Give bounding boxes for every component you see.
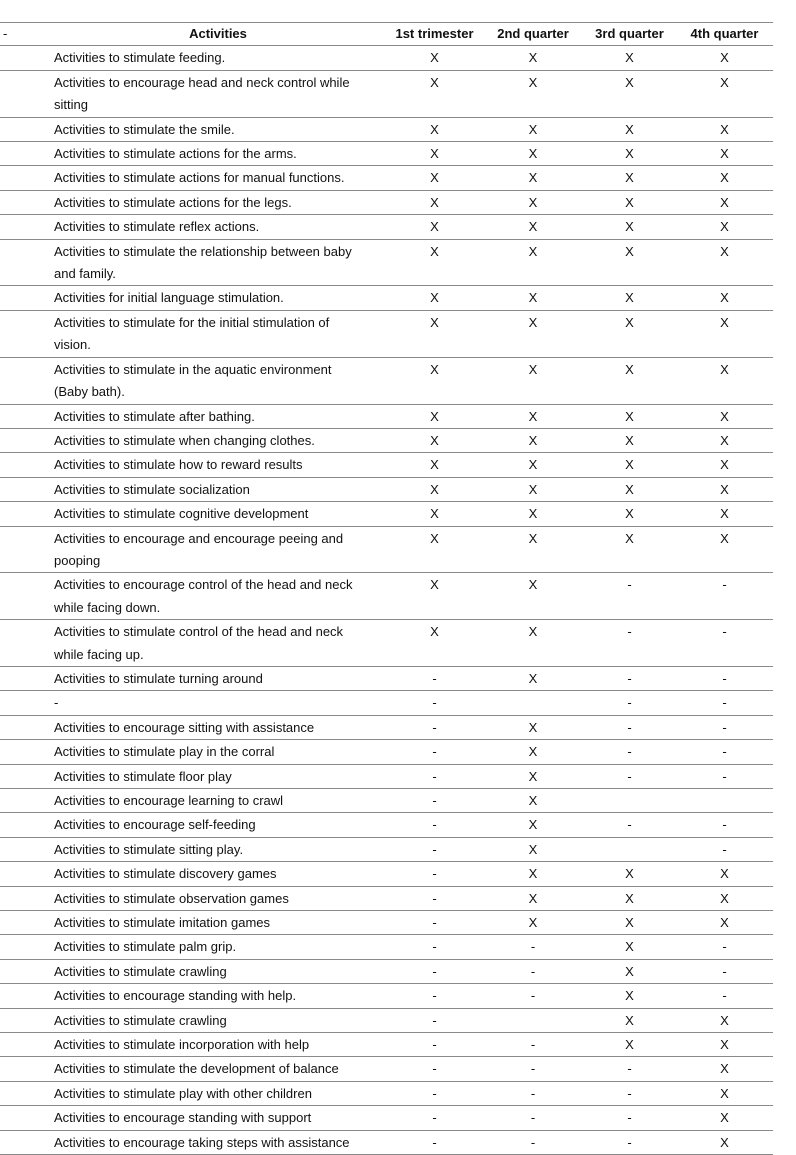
q1-cell: - — [386, 959, 483, 983]
q2-cell: - — [483, 1057, 583, 1081]
q1-cell: X — [386, 573, 483, 620]
q3-cell: X — [583, 190, 676, 214]
row-lead-cell — [0, 620, 50, 667]
q4-cell: - — [676, 935, 773, 959]
activity-cell: Activities to stimulate crawling — [50, 1008, 386, 1032]
activity-cell: Activities to encourage self-feeding — [50, 813, 386, 837]
q4-cell: X — [676, 502, 773, 526]
table-row — [0, 404, 773, 428]
activity-cell: Activities to stimulate after bathing. — [50, 404, 386, 428]
activity-cell: Activities to encourage and encourage peeing and pooping — [50, 526, 386, 573]
q4-cell: X — [676, 862, 773, 886]
row-lead-cell — [0, 1081, 50, 1105]
q4-cell: X — [676, 1106, 773, 1130]
table-row — [0, 428, 773, 452]
q4-cell: X — [676, 239, 773, 286]
q4-cell: X — [676, 1033, 773, 1057]
q2-cell: X — [483, 453, 583, 477]
q1-cell: - — [386, 911, 483, 935]
activity-cell: Activities to stimulate cognitive development — [50, 502, 386, 526]
table-row — [0, 837, 773, 861]
q2-cell: - — [483, 959, 583, 983]
q4-cell: X — [676, 215, 773, 239]
q4-cell: X — [676, 46, 773, 70]
q2-cell: X — [483, 117, 583, 141]
q2-cell: X — [483, 215, 583, 239]
table-row — [0, 117, 773, 141]
q4-cell: - — [676, 666, 773, 690]
row-lead-cell — [0, 310, 50, 357]
q2-cell: X — [483, 477, 583, 501]
q1-cell: X — [386, 239, 483, 286]
q2-cell: X — [483, 813, 583, 837]
row-lead-cell — [0, 477, 50, 501]
q3-cell — [583, 789, 676, 813]
q1-cell: - — [386, 715, 483, 739]
activity-cell: Activities to stimulate floor play — [50, 764, 386, 788]
row-lead-cell — [0, 573, 50, 620]
q2-cell: X — [483, 286, 583, 310]
q4-cell: X — [676, 1081, 773, 1105]
q1-cell: - — [386, 886, 483, 910]
row-lead-cell — [0, 837, 50, 861]
activity-cell: Activities to stimulate incorporation with help — [50, 1033, 386, 1057]
q2-cell: X — [483, 620, 583, 667]
q2-cell: X — [483, 573, 583, 620]
activity-cell: Activities for initial language stimulation. — [50, 286, 386, 310]
q3-cell: X — [583, 215, 676, 239]
row-lead-cell — [0, 357, 50, 404]
q1-cell: - — [386, 764, 483, 788]
q1-cell: - — [386, 666, 483, 690]
q1-cell: X — [386, 190, 483, 214]
table-row — [0, 1106, 773, 1130]
q3-cell: - — [583, 1057, 676, 1081]
q4-cell: - — [676, 715, 773, 739]
row-lead-cell — [0, 428, 50, 452]
q2-cell: X — [483, 764, 583, 788]
q2-cell: X — [483, 142, 583, 166]
q1-cell: - — [386, 984, 483, 1008]
q1-cell: - — [386, 789, 483, 813]
activity-cell: Activities to encourage learning to crawl — [50, 789, 386, 813]
q1-cell: - — [386, 837, 483, 861]
q3-cell: X — [583, 959, 676, 983]
q4-cell: X — [676, 453, 773, 477]
header-lead-cell: - — [0, 23, 50, 46]
table-header-row — [0, 23, 773, 46]
row-lead-cell — [0, 691, 50, 715]
row-lead-cell — [0, 935, 50, 959]
q1-cell: X — [386, 357, 483, 404]
q2-cell: X — [483, 789, 583, 813]
q4-cell: - — [676, 740, 773, 764]
q1-cell: X — [386, 477, 483, 501]
row-lead-cell — [0, 1130, 50, 1154]
q1-cell: - — [386, 1057, 483, 1081]
q2-cell: X — [483, 526, 583, 573]
q2-cell — [483, 1008, 583, 1032]
table-row — [0, 477, 773, 501]
row-lead-cell — [0, 453, 50, 477]
q4-cell: X — [676, 428, 773, 452]
activity-cell: Activities to encourage sitting with assistance — [50, 715, 386, 739]
table-row — [0, 764, 773, 788]
table-row — [0, 1130, 773, 1154]
activity-cell: Activities to stimulate observation games — [50, 886, 386, 910]
q3-cell: X — [583, 286, 676, 310]
q1-cell: X — [386, 404, 483, 428]
activity-cell: Activities to stimulate crawling — [50, 959, 386, 983]
q4-cell: X — [676, 166, 773, 190]
table-row — [0, 310, 773, 357]
q1-cell: X — [386, 286, 483, 310]
activity-cell: Activities to stimulate feeding. — [50, 46, 386, 70]
q2-cell: X — [483, 502, 583, 526]
activity-cell: Activities to encourage taking steps with assistance — [50, 1130, 386, 1154]
q4-cell: X — [676, 1008, 773, 1032]
header-1st-trimester: 1st trimester — [386, 23, 483, 46]
q4-cell: X — [676, 286, 773, 310]
header-activities: Activities — [50, 23, 386, 46]
q3-cell — [583, 837, 676, 861]
table-row — [0, 1057, 773, 1081]
q1-cell: - — [386, 1081, 483, 1105]
q2-cell: - — [483, 935, 583, 959]
q1-cell: X — [386, 215, 483, 239]
q3-cell: X — [583, 453, 676, 477]
table-row — [0, 813, 773, 837]
table-row — [0, 70, 773, 117]
row-lead-cell — [0, 666, 50, 690]
q1-cell: X — [386, 620, 483, 667]
q3-cell: X — [583, 886, 676, 910]
q1-cell: - — [386, 1106, 483, 1130]
q2-cell: X — [483, 404, 583, 428]
activity-cell: Activities to stimulate when changing clothes. — [50, 428, 386, 452]
q3-cell: X — [583, 404, 676, 428]
q1-cell: - — [386, 862, 483, 886]
table-row — [0, 666, 773, 690]
q3-cell: X — [583, 911, 676, 935]
q2-cell: X — [483, 911, 583, 935]
q1-cell: X — [386, 526, 483, 573]
q3-cell: X — [583, 428, 676, 452]
q3-cell: X — [583, 1033, 676, 1057]
q3-cell: - — [583, 715, 676, 739]
activity-cell: Activities to stimulate actions for manual functions. — [50, 166, 386, 190]
q2-cell: X — [483, 862, 583, 886]
q3-cell: X — [583, 142, 676, 166]
header-4th-quarter: 4th quarter — [676, 23, 773, 46]
activity-cell: Activities to stimulate control of the head and neck while facing up. — [50, 620, 386, 667]
table-row — [0, 984, 773, 1008]
table-row — [0, 1008, 773, 1032]
q1-cell: X — [386, 453, 483, 477]
row-lead-cell — [0, 789, 50, 813]
q1-cell: X — [386, 310, 483, 357]
q2-cell: X — [483, 428, 583, 452]
q2-cell — [483, 691, 583, 715]
table-row — [0, 573, 773, 620]
activity-cell: Activities to encourage standing with help. — [50, 984, 386, 1008]
q4-cell: X — [676, 357, 773, 404]
q3-cell: - — [583, 666, 676, 690]
q3-cell: - — [583, 813, 676, 837]
row-lead-cell — [0, 1057, 50, 1081]
q1-cell: - — [386, 935, 483, 959]
q2-cell: X — [483, 70, 583, 117]
q3-cell: X — [583, 166, 676, 190]
row-lead-cell — [0, 740, 50, 764]
row-lead-cell — [0, 190, 50, 214]
table-row — [0, 46, 773, 70]
q3-cell: X — [583, 862, 676, 886]
q4-cell: X — [676, 911, 773, 935]
activity-cell: Activities to stimulate play with other children — [50, 1081, 386, 1105]
table-row — [0, 1081, 773, 1105]
q2-cell: X — [483, 715, 583, 739]
q4-cell: X — [676, 117, 773, 141]
q2-cell: X — [483, 46, 583, 70]
q4-cell: X — [676, 70, 773, 117]
activity-cell: Activities to stimulate discovery games — [50, 862, 386, 886]
q4-cell: - — [676, 691, 773, 715]
q1-cell: X — [386, 166, 483, 190]
q3-cell: X — [583, 935, 676, 959]
q1-cell: X — [386, 502, 483, 526]
activity-cell: Activities to encourage head and neck control while sitting — [50, 70, 386, 117]
q2-cell: X — [483, 190, 583, 214]
activity-cell: Activities to stimulate the development of balance — [50, 1057, 386, 1081]
activity-cell: Activities to stimulate for the initial stimulation of vision. — [50, 310, 386, 357]
row-lead-cell — [0, 46, 50, 70]
activity-cell: Activities to stimulate how to reward results — [50, 453, 386, 477]
header-2nd-quarter: 2nd quarter — [483, 23, 583, 46]
q3-cell: - — [583, 620, 676, 667]
table-row — [0, 620, 773, 667]
q2-cell: - — [483, 1033, 583, 1057]
activity-cell: Activities to stimulate reflex actions. — [50, 215, 386, 239]
q3-cell: X — [583, 477, 676, 501]
q3-cell: X — [583, 70, 676, 117]
table-row — [0, 190, 773, 214]
q3-cell: - — [583, 740, 676, 764]
activity-cell: Activities to stimulate turning around — [50, 666, 386, 690]
q1-cell: - — [386, 691, 483, 715]
q3-cell: X — [583, 502, 676, 526]
table-row — [0, 789, 773, 813]
row-lead-cell — [0, 984, 50, 1008]
row-lead-cell — [0, 911, 50, 935]
activity-cell: Activities to stimulate the relationship between baby and family. — [50, 239, 386, 286]
q3-cell: X — [583, 1008, 676, 1032]
q4-cell: - — [676, 620, 773, 667]
q1-cell: X — [386, 428, 483, 452]
activity-cell: Activities to encourage control of the head and neck while facing down. — [50, 573, 386, 620]
q3-cell: - — [583, 691, 676, 715]
table-row — [0, 215, 773, 239]
table-row — [0, 886, 773, 910]
table-row — [0, 691, 773, 715]
q2-cell: - — [483, 1081, 583, 1105]
activity-cell: Activities to stimulate palm grip. — [50, 935, 386, 959]
row-lead-cell — [0, 286, 50, 310]
table-body — [0, 46, 773, 1155]
row-lead-cell — [0, 1033, 50, 1057]
row-lead-cell — [0, 715, 50, 739]
activity-cell: Activities to stimulate imitation games — [50, 911, 386, 935]
q2-cell: - — [483, 1106, 583, 1130]
q1-cell: X — [386, 117, 483, 141]
q1-cell: - — [386, 1130, 483, 1154]
activity-cell: Activities to stimulate sitting play. — [50, 837, 386, 861]
q4-cell: X — [676, 1130, 773, 1154]
table-row — [0, 935, 773, 959]
table-row — [0, 502, 773, 526]
q1-cell: X — [386, 142, 483, 166]
q4-cell: X — [676, 404, 773, 428]
q2-cell: - — [483, 984, 583, 1008]
q2-cell: X — [483, 666, 583, 690]
q3-cell: X — [583, 357, 676, 404]
table-row — [0, 862, 773, 886]
row-lead-cell — [0, 142, 50, 166]
row-lead-cell — [0, 1008, 50, 1032]
q4-cell: - — [676, 984, 773, 1008]
row-lead-cell — [0, 166, 50, 190]
table-row — [0, 1033, 773, 1057]
q2-cell: - — [483, 1130, 583, 1154]
q4-cell: - — [676, 764, 773, 788]
row-lead-cell — [0, 215, 50, 239]
q1-cell: X — [386, 46, 483, 70]
q4-cell: X — [676, 190, 773, 214]
activity-cell: Activities to stimulate play in the corral — [50, 740, 386, 764]
q4-cell: X — [676, 142, 773, 166]
q4-cell: - — [676, 837, 773, 861]
row-lead-cell — [0, 813, 50, 837]
table-row — [0, 740, 773, 764]
table-row — [0, 526, 773, 573]
q3-cell: X — [583, 984, 676, 1008]
q3-cell: - — [583, 1081, 676, 1105]
row-lead-cell — [0, 117, 50, 141]
q4-cell: X — [676, 886, 773, 910]
table-row — [0, 239, 773, 286]
row-lead-cell — [0, 526, 50, 573]
row-lead-cell — [0, 502, 50, 526]
q2-cell: X — [483, 357, 583, 404]
q4-cell: X — [676, 310, 773, 357]
row-lead-cell — [0, 70, 50, 117]
activity-cell: Activities to stimulate the smile. — [50, 117, 386, 141]
activity-cell: Activities to stimulate actions for the legs. — [50, 190, 386, 214]
q1-cell: - — [386, 1033, 483, 1057]
activity-cell: - — [50, 691, 386, 715]
table-row — [0, 715, 773, 739]
q3-cell: - — [583, 573, 676, 620]
q4-cell: - — [676, 959, 773, 983]
q4-cell: - — [676, 813, 773, 837]
q1-cell: - — [386, 813, 483, 837]
activities-schedule-table-container — [0, 22, 773, 1155]
table-row — [0, 453, 773, 477]
q3-cell: X — [583, 310, 676, 357]
q2-cell: X — [483, 886, 583, 910]
q2-cell: X — [483, 310, 583, 357]
row-lead-cell — [0, 404, 50, 428]
q3-cell: X — [583, 239, 676, 286]
q3-cell: - — [583, 764, 676, 788]
q1-cell: - — [386, 740, 483, 764]
row-lead-cell — [0, 862, 50, 886]
q4-cell: X — [676, 526, 773, 573]
q2-cell: X — [483, 239, 583, 286]
activity-cell: Activities to stimulate actions for the arms. — [50, 142, 386, 166]
q4-cell — [676, 789, 773, 813]
activity-cell: Activities to stimulate socialization — [50, 477, 386, 501]
table-row — [0, 286, 773, 310]
row-lead-cell — [0, 1106, 50, 1130]
table-row — [0, 959, 773, 983]
q2-cell: X — [483, 740, 583, 764]
activity-cell: Activities to stimulate in the aquatic environment (Baby bath). — [50, 357, 386, 404]
row-lead-cell — [0, 886, 50, 910]
q2-cell: X — [483, 837, 583, 861]
q4-cell: X — [676, 1057, 773, 1081]
table-row — [0, 142, 773, 166]
row-lead-cell — [0, 239, 50, 286]
table-row — [0, 166, 773, 190]
header-3rd-quarter: 3rd quarter — [583, 23, 676, 46]
activities-schedule-table — [0, 22, 773, 1155]
q3-cell: X — [583, 46, 676, 70]
q1-cell: - — [386, 1008, 483, 1032]
activity-cell: Activities to encourage standing with support — [50, 1106, 386, 1130]
q4-cell: - — [676, 573, 773, 620]
q1-cell: X — [386, 70, 483, 117]
row-lead-cell — [0, 764, 50, 788]
table-row — [0, 911, 773, 935]
table-row — [0, 357, 773, 404]
q3-cell: - — [583, 1106, 676, 1130]
q2-cell: X — [483, 166, 583, 190]
q3-cell: - — [583, 1130, 676, 1154]
row-lead-cell — [0, 959, 50, 983]
q3-cell: X — [583, 526, 676, 573]
q4-cell: X — [676, 477, 773, 501]
q3-cell: X — [583, 117, 676, 141]
